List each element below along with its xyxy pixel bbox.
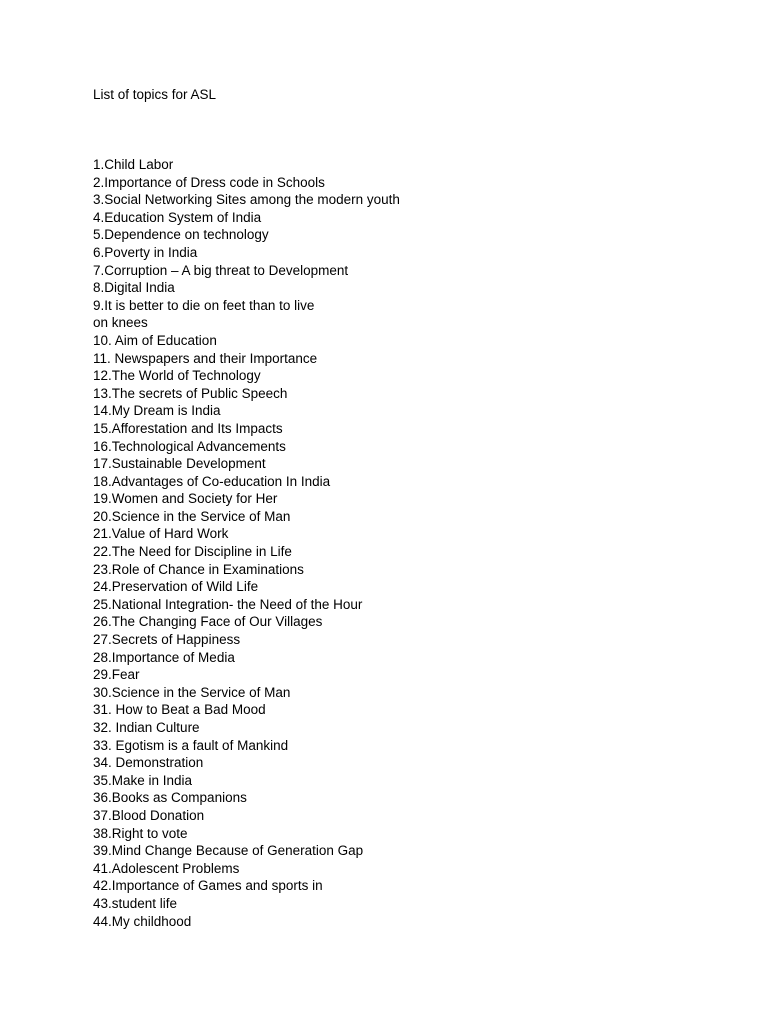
topic-list-item: 43.student life	[93, 895, 178, 911]
topic-list-item: 20.Science in the Service of Man	[93, 508, 291, 524]
topic-list-item: 5.Dependence on technology	[93, 227, 269, 243]
topic-list-item: 9.It is better to die on feet than to live	[93, 297, 315, 313]
topic-list-item: 3.Social Networking Sites among the modern youth	[93, 192, 400, 208]
topic-list-item: 6.Poverty in India	[93, 244, 198, 260]
topic-list-item: 33. Egotism is a fault of Mankind	[93, 737, 289, 753]
topic-list-item: 22.The Need for Discipline in Life	[93, 544, 292, 560]
topic-list-item: 13.The secrets of Public Speech	[93, 385, 288, 401]
topic-list-item: 31. How to Beat a Bad Mood	[93, 702, 266, 718]
topic-list-item: 27.Secrets of Happiness	[93, 632, 241, 648]
topic-list-item: 18.Advantages of Co-education In India	[93, 473, 331, 489]
topic-list-item: on knees	[93, 315, 148, 331]
topic-list-item: 25.National Integration- the Need of the Hour	[93, 596, 363, 612]
topic-list-item: 35.Make in India	[93, 772, 193, 788]
topic-list-item: 12.The World of Technology	[93, 368, 261, 384]
topic-list-item: 7.Corruption – A big threat to Development	[93, 262, 349, 278]
topic-list-item: 1.Child Labor	[93, 157, 174, 172]
topic-list-item: 26.The Changing Face of Our Villages	[93, 614, 323, 630]
topic-list-item: 2.Importance of Dress code in Schools	[93, 174, 325, 190]
topic-list-item: 42.Importance of Games and sports in	[93, 878, 323, 894]
topic-list-item: 15.Afforestation and Its Impacts	[93, 420, 283, 436]
topic-list-item: 19.Women and Society for Her	[93, 491, 278, 507]
topic-list-item: 30.Science in the Service of Man	[93, 684, 291, 700]
topic-list-item: 28.Importance of Media	[93, 649, 235, 665]
topic-list-item: 34. Demonstration	[93, 755, 204, 771]
topic-list-item: 17.Sustainable Development	[93, 456, 266, 472]
topic-list-item: 4.Education System of India	[93, 209, 262, 225]
topic-list-item: 38.Right to vote	[93, 825, 188, 841]
topic-list-item: 36.Books as Companions	[93, 790, 247, 806]
topic-list-item: 32. Indian Culture	[93, 720, 200, 735]
topic-list-item: 23.Role of Chance in Examinations	[93, 561, 304, 577]
topic-list-item: 16.Technological Advancements	[93, 438, 286, 454]
topic-list-item: 24.Preservation of Wild Life	[93, 579, 259, 595]
topic-list-item: 14.My Dream is India	[93, 403, 221, 419]
topic-list-item: 37.Blood Donation	[93, 807, 205, 823]
topic-list	[93, 156, 400, 930]
topic-list-item: 44.My childhood	[93, 913, 192, 929]
document-title: List of topics for ASL	[93, 87, 217, 102]
topic-list-item: 21.Value of Hard Work	[93, 526, 229, 542]
topic-list-item: 41.Adolescent Problems	[93, 860, 240, 876]
topic-list-item: 11. Newspapers and their Importance	[93, 350, 318, 366]
topic-list-item: 39.Mind Change Because of Generation Gap	[93, 843, 364, 859]
topic-list-item: 10. Aim of Education	[93, 332, 217, 348]
topic-list-item: 8.Digital India	[93, 280, 175, 296]
topic-list-item: 29.Fear	[93, 667, 140, 683]
